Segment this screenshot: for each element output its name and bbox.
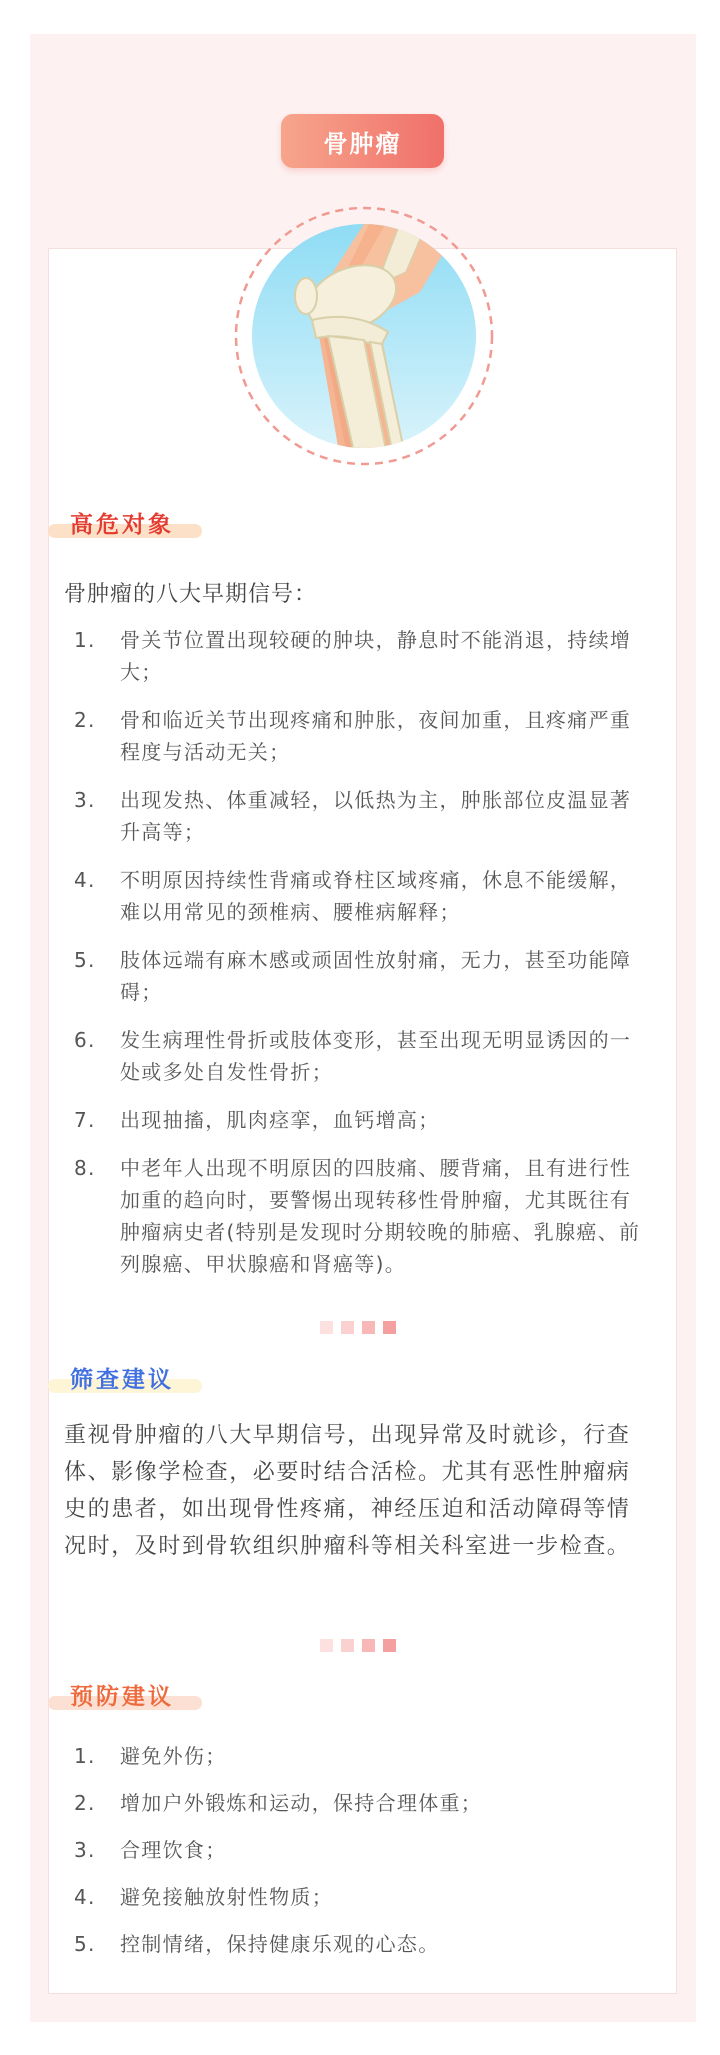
prevention-list bbox=[64, 1740, 644, 1975]
early-signals-list bbox=[64, 624, 644, 1296]
list-item: 5. 肢体远端有麻木感或顽固性放射痛，无力，甚至功能障碍； bbox=[74, 948, 632, 1004]
list-item: 8. 中老年人出现不明原因的四肢痛、腰背痛，且有进行性加重的趋向时，要警惕出现转移性骨肿瘤，尤其既往有肿瘤病史者(特别是发现时分期较晚的肺癌、乳腺癌、前列腺癌、甲状腺癌和肾癌等)。 bbox=[74, 1156, 641, 1276]
screening-section-label: 筛查建议 bbox=[48, 1359, 208, 1399]
screening-paragraph: 重视骨肿瘤的八大早期信号，出现异常及时就诊，行查体、影像学检查，必要时结合活检。尤其有恶性肿瘤病史的患者，如出现骨性疼痛，神经压迫和活动障碍等情况时，及时到骨软组织肿瘤科等相关科室进一步检查。 bbox=[64, 1423, 631, 1559]
section-divider-dots bbox=[320, 1321, 396, 1334]
high-risk-intro: 骨肿瘤的八大早期信号： bbox=[64, 582, 318, 607]
list-item: 6. 发生病理性骨折或肢体变形，甚至出现无明显诱因的一处或多处自发性骨折； bbox=[74, 1028, 632, 1084]
high-risk-section-label: 高危对象 bbox=[48, 504, 208, 544]
list-item: 1. 骨关节位置出现较硬的肿块，静息时不能消退，持续增大； bbox=[74, 628, 632, 684]
prevention-section-label: 预防建议 bbox=[48, 1676, 208, 1716]
list-item: 2. 骨和临近关节出现疼痛和肿胀，夜间加重，且疼痛严重程度与活动无关； bbox=[74, 708, 632, 764]
knee-joint-illustration bbox=[230, 202, 498, 470]
list-item: 2. 增加户外锻炼和运动，保持合理体重； bbox=[74, 1791, 483, 1815]
section-divider-dots bbox=[320, 1639, 396, 1652]
list-item: 4. 不明原因持续性背痛或脊柱区域疼痛，休息不能缓解，难以用常见的颈椎病、腰椎病解释； bbox=[74, 868, 632, 924]
list-item: 1. 避免外伤； bbox=[74, 1744, 227, 1768]
list-item: 7. 出现抽搐，肌肉痉挛，血钙增高； bbox=[74, 1108, 440, 1132]
list-item: 5. 控制情绪，保持健康乐观的心态。 bbox=[74, 1932, 440, 1956]
list-item: 3. 合理饮食； bbox=[74, 1838, 227, 1862]
page-title: 骨肿瘤 bbox=[281, 114, 444, 168]
list-item: 4. 避免接触放射性物质； bbox=[74, 1885, 333, 1909]
list-item: 3. 出现发热、体重减轻，以低热为主，肿胀部位皮温显著升高等； bbox=[74, 788, 632, 844]
